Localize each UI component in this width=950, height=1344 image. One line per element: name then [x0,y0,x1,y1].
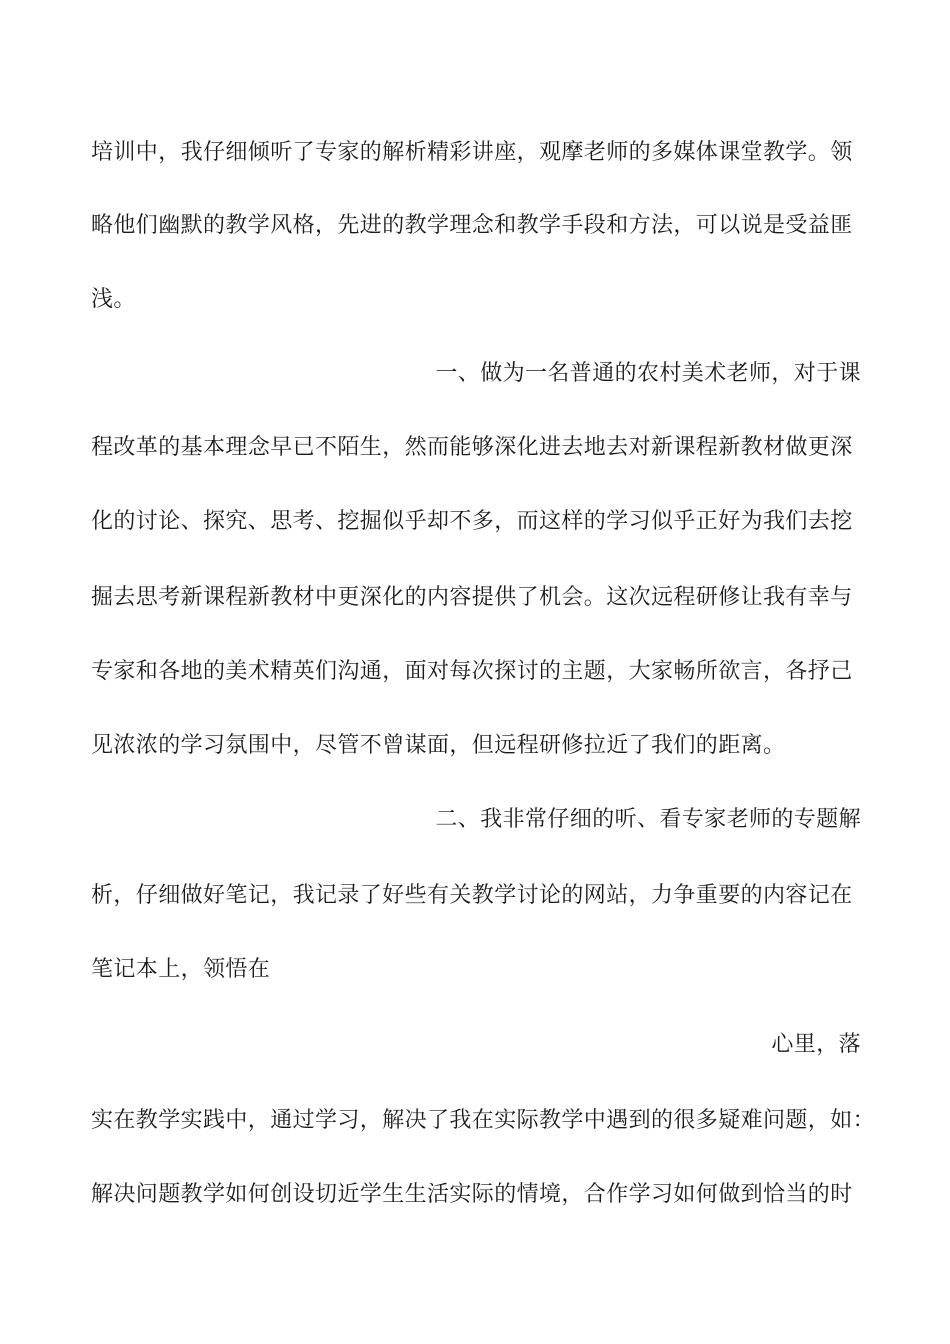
text-line: 化的讨论、探究、思考、挖掘似乎却不多，而这样的学习似乎正好为我们去挖 [91,509,853,534]
section-heading-2: 二、我非常仔细的听、看专家老师的专题解 [435,807,861,832]
text-line: 浅。 [91,287,136,312]
text-line: 培训中，我仔细倾听了专家的解析精彩讲座，观摩老师的多媒体课堂教学。领 [91,140,853,165]
text-line: 略他们幽默的教学风格，先进的教学理念和教学手段和方法，可以说是受益匪 [91,213,853,238]
text-line: 解决问题教学如何创设切近学生生活实际的情境，合作学习如何做到恰当的时 [91,1182,853,1207]
text-line: 实在教学实践中，通过学习，解决了我在实际教学中遇到的很多疑难问题，如： [91,1108,876,1133]
text-line: 笔记本上，领悟在 [91,957,271,982]
text-line: 程改革的基本理念早已不陌生，然而能够深化进去地去对新课程新教材做更深 [91,435,853,460]
section-heading-1: 一、做为一名普通的农村美术老师，对于课 [435,361,861,386]
text-line: 掘去思考新课程新教材中更深化的内容提供了机会。这次远程研修让我有幸与 [91,585,853,610]
text-line: 专家和各地的美术精英们沟通，面对每次探讨的主题，大家畅所欲言，各抒己 [91,659,853,684]
text-line-right: 心里，落 [771,1032,861,1057]
text-line: 见浓浓的学习氛围中，尽管不曾谋面，但远程研修拉近了我们的距离。 [91,733,786,758]
text-line: 析，仔细做好笔记，我记录了好些有关教学讨论的网站，力争重要的内容记在 [91,883,853,908]
